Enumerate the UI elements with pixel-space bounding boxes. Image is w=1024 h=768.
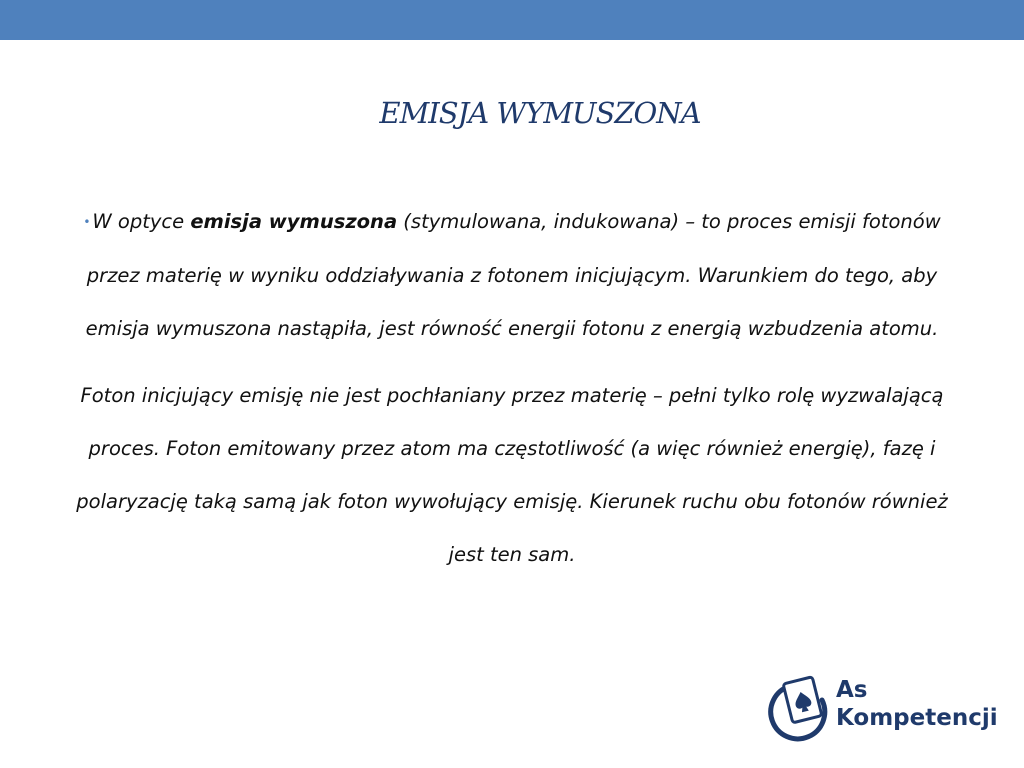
paragraph-lead: W optyce xyxy=(92,210,191,233)
logo-line-as: As xyxy=(836,677,868,703)
paragraph-explanation: Foton inicjujący emisję nie jest pochłaniany przez materię – pełni tylko rolę wyzwalającą proces. Foton emitowany przez atom ma częstotliwość (a więc również energię), fazę i polaryzację taką samą jak foton wywołujący emisję. Kierunek ruchu obu fotonów również jest ten sam. xyxy=(76,384,948,566)
paragraph-definition xyxy=(60,195,964,355)
ace-spade-icon xyxy=(768,672,832,742)
key-term: emisja wymuszona xyxy=(190,210,398,233)
paragraph-rest: (stymulowana, indukowana) – to proces emisji fotonów przez materię w wyniku oddziaływania z fotonem inicjującym. Warunkiem do tego, aby emisja wymuszona nastąpiła, jest równość energii fotonu z energią wzbudzenia atomu. xyxy=(85,210,941,340)
logo-text xyxy=(836,676,998,732)
bullet-icon: • xyxy=(83,215,91,229)
slide-content xyxy=(60,195,964,581)
brand-logo xyxy=(768,672,998,742)
top-accent-bar xyxy=(0,0,1024,40)
logo-line-kompetencji: Kompetencji xyxy=(836,705,998,731)
slide-title: EMISJA WYMUSZONA xyxy=(379,96,701,130)
